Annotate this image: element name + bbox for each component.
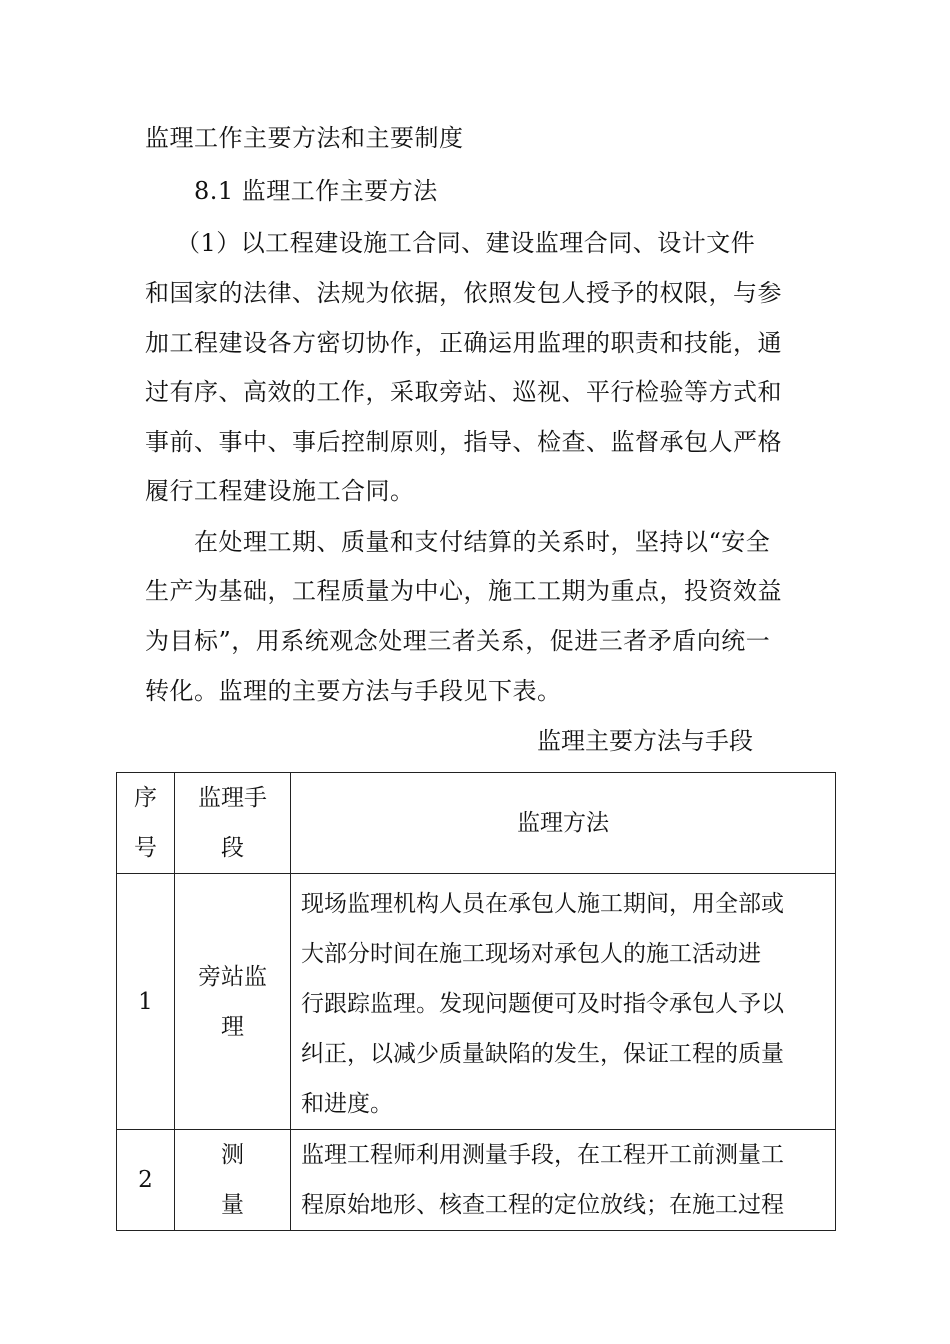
header-means-line: 段 [221, 835, 244, 861]
header-means-line: 监理手 [198, 785, 267, 811]
paragraph-2-line: 在处理工期、质量和支付结算的关系时，坚持以“安全 [194, 528, 771, 556]
row-method-line: 监理工程师利用测量手段，在工程开工前测量工 [301, 1142, 784, 1168]
row-means-line: 理 [221, 1013, 244, 1040]
row-method-line: 现场监理机构人员在承包人施工期间，用全部或 [301, 890, 784, 917]
row-method [291, 874, 836, 1130]
table-header-row [117, 773, 836, 874]
row-method-line: 和进度。 [301, 1090, 393, 1117]
paragraph-1-line: 事前、事中、事后控制原则，指导、检查、监督承包人严格 [145, 428, 782, 456]
row-means [175, 874, 291, 1130]
header-method: 监理方法 [291, 773, 836, 874]
paragraph-2-line: 生产为基础，工程质量为中心，施工工期为重点，投资效益 [145, 577, 782, 605]
row-means [175, 1130, 291, 1231]
paragraph-2-line: 为目标”，用系统观念处理三者关系，促进三者矛盾向统一 [145, 627, 771, 655]
header-number [117, 773, 175, 874]
paragraph-1-line: 履行工程建设施工合同。 [145, 477, 415, 505]
table-caption: 监理主要方法与手段 [537, 727, 753, 755]
paragraph-1-line: 加工程建设各方密切协作，正确运用监理的职责和技能，通 [145, 329, 782, 357]
row-method-line: 程原始地形、核查工程的定位放线；在施工过程 [301, 1192, 784, 1218]
row-number: 1 [117, 874, 175, 1130]
row-means-line: 量 [221, 1192, 244, 1218]
row-means-line: 测 [221, 1142, 244, 1168]
paragraph-1-line: 和国家的法律、法规为依据，依照发包人授予的权限，与参 [145, 279, 782, 307]
paragraph-2-line: 转化。监理的主要方法与手段见下表。 [145, 677, 562, 705]
header-means [175, 773, 291, 874]
header-number-line: 序 [134, 785, 157, 811]
paragraph-1-line: 过有序、高效的工作，采取旁站、巡视、平行检验等方式和 [145, 378, 782, 406]
paragraph-1-line: （1）以工程建设施工合同、建设监理合同、设计文件 [176, 229, 756, 257]
document-heading: 监理工作主要方法和主要制度 [145, 124, 464, 152]
table-row [117, 1130, 836, 1231]
row-number: 2 [117, 1130, 175, 1231]
row-method-line: 大部分时间在施工现场对承包人的施工活动进 [301, 940, 761, 967]
row-means-line: 旁站监 [198, 963, 267, 990]
table-row [117, 874, 836, 1130]
methods-table [116, 772, 836, 1231]
section-subheading: 8.1 监理工作主要方法 [194, 177, 438, 205]
row-method-line: 行跟踪监理。发现问题便可及时指令承包人予以 [301, 990, 784, 1017]
header-number-line: 号 [134, 835, 157, 861]
row-method [291, 1130, 836, 1231]
row-method-line: 纠正，以减少质量缺陷的发生，保证工程的质量 [301, 1040, 784, 1067]
